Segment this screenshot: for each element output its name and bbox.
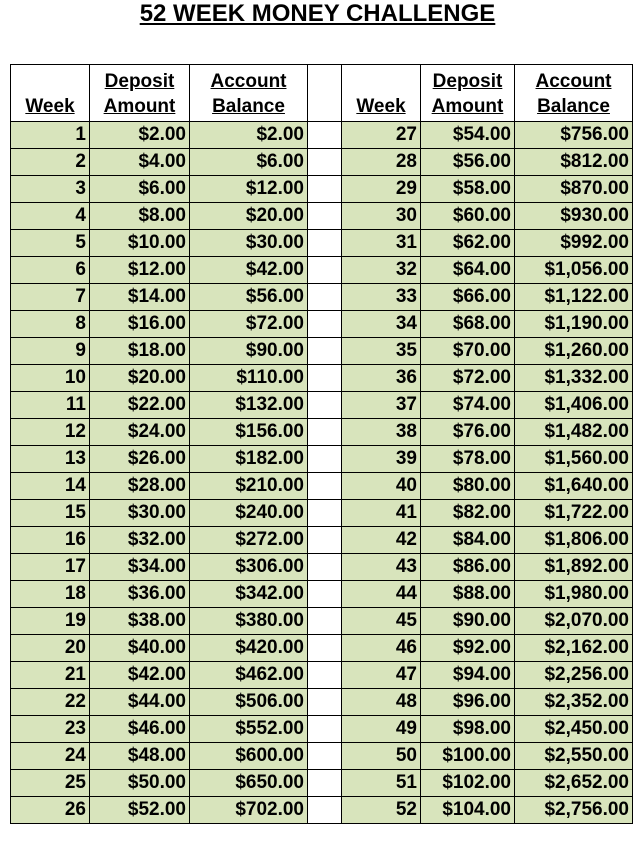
- week-cell: 10: [11, 365, 90, 392]
- deposit-cell: $102.00: [421, 770, 515, 797]
- balance-cell: $2.00: [190, 122, 308, 149]
- deposit-header-line1: Deposit: [104, 71, 175, 92]
- spacer-cell: [308, 662, 342, 689]
- week-cell: 35: [342, 338, 421, 365]
- balance-cell: $420.00: [190, 635, 308, 662]
- week-cell: 47: [342, 662, 421, 689]
- deposit-cell: $12.00: [90, 257, 190, 284]
- balance-cell: $1,722.00: [515, 500, 633, 527]
- balance-cell: $132.00: [190, 392, 308, 419]
- spacer-cell: [308, 797, 342, 824]
- balance-cell: $306.00: [190, 554, 308, 581]
- balance-cell: $56.00: [190, 284, 308, 311]
- deposit-header-line2: Amount: [103, 96, 176, 117]
- week-cell: 52: [342, 797, 421, 824]
- balance-cell: $1,122.00: [515, 284, 633, 311]
- deposit-cell: $2.00: [90, 122, 190, 149]
- balance-cell: $2,550.00: [515, 743, 633, 770]
- week-cell: 27: [342, 122, 421, 149]
- balance-header-left: [190, 65, 308, 122]
- week-cell: 31: [342, 230, 421, 257]
- balance-cell: $42.00: [190, 257, 308, 284]
- balance-cell: $380.00: [190, 608, 308, 635]
- spacer-cell: [308, 284, 342, 311]
- balance-header-line1: Account: [535, 71, 612, 92]
- week-cell: 43: [342, 554, 421, 581]
- table-row: [11, 446, 633, 473]
- spacer-cell: [308, 581, 342, 608]
- deposit-cell: $66.00: [421, 284, 515, 311]
- deposit-header-line1: Deposit: [432, 71, 503, 92]
- week-cell: 25: [11, 770, 90, 797]
- deposit-cell: $90.00: [421, 608, 515, 635]
- spacer-cell: [308, 419, 342, 446]
- table-row: [11, 635, 633, 662]
- balance-cell: $1,640.00: [515, 473, 633, 500]
- balance-cell: $2,352.00: [515, 689, 633, 716]
- balance-header-line2: Balance: [537, 96, 610, 117]
- deposit-cell: $10.00: [90, 230, 190, 257]
- table-row: [11, 527, 633, 554]
- deposit-header-line2: Amount: [431, 96, 504, 117]
- week-cell: 36: [342, 365, 421, 392]
- week-cell: 15: [11, 500, 90, 527]
- table-row: [11, 284, 633, 311]
- deposit-cell: $50.00: [90, 770, 190, 797]
- header-row: [11, 65, 633, 122]
- deposit-cell: $78.00: [421, 446, 515, 473]
- balance-cell: $1,482.00: [515, 419, 633, 446]
- table-row: [11, 689, 633, 716]
- week-cell: 11: [11, 392, 90, 419]
- balance-cell: $1,332.00: [515, 365, 633, 392]
- week-cell: 14: [11, 473, 90, 500]
- deposit-cell: $4.00: [90, 149, 190, 176]
- week-cell: 18: [11, 581, 90, 608]
- deposit-cell: $52.00: [90, 797, 190, 824]
- week-cell: 20: [11, 635, 90, 662]
- week-cell: 48: [342, 689, 421, 716]
- week-cell: 46: [342, 635, 421, 662]
- deposit-cell: $104.00: [421, 797, 515, 824]
- table-row: [11, 419, 633, 446]
- week-cell: 1: [11, 122, 90, 149]
- deposit-cell: $88.00: [421, 581, 515, 608]
- week-cell: 23: [11, 716, 90, 743]
- week-header-label: Week: [356, 96, 406, 117]
- week-cell: 39: [342, 446, 421, 473]
- spacer-cell: [308, 446, 342, 473]
- week-cell: 45: [342, 608, 421, 635]
- deposit-cell: $30.00: [90, 500, 190, 527]
- week-cell: 34: [342, 311, 421, 338]
- spacer-cell: [308, 743, 342, 770]
- balance-cell: $210.00: [190, 473, 308, 500]
- deposit-cell: $68.00: [421, 311, 515, 338]
- table-row: [11, 716, 633, 743]
- deposit-cell: $44.00: [90, 689, 190, 716]
- balance-cell: $2,162.00: [515, 635, 633, 662]
- balance-cell: $552.00: [190, 716, 308, 743]
- deposit-cell: $54.00: [421, 122, 515, 149]
- table-row: [11, 176, 633, 203]
- week-cell: 30: [342, 203, 421, 230]
- table-row: [11, 554, 633, 581]
- balance-cell: $1,980.00: [515, 581, 633, 608]
- challenge-table: [10, 64, 633, 824]
- spacer-cell: [308, 500, 342, 527]
- deposit-cell: $18.00: [90, 338, 190, 365]
- week-cell: 8: [11, 311, 90, 338]
- deposit-cell: $82.00: [421, 500, 515, 527]
- balance-cell: $20.00: [190, 203, 308, 230]
- balance-cell: $2,652.00: [515, 770, 633, 797]
- balance-cell: $1,892.00: [515, 554, 633, 581]
- spacer-cell: [308, 716, 342, 743]
- deposit-cell: $40.00: [90, 635, 190, 662]
- deposit-cell: $86.00: [421, 554, 515, 581]
- balance-cell: $1,406.00: [515, 392, 633, 419]
- spacer-cell: [308, 311, 342, 338]
- table-row: [11, 122, 633, 149]
- table-row: [11, 149, 633, 176]
- balance-cell: $756.00: [515, 122, 633, 149]
- week-cell: 28: [342, 149, 421, 176]
- balance-cell: $156.00: [190, 419, 308, 446]
- balance-cell: $342.00: [190, 581, 308, 608]
- week-cell: 19: [11, 608, 90, 635]
- week-cell: 38: [342, 419, 421, 446]
- balance-cell: $1,056.00: [515, 257, 633, 284]
- balance-cell: $2,070.00: [515, 608, 633, 635]
- deposit-header-right: [421, 65, 515, 122]
- week-cell: 33: [342, 284, 421, 311]
- table-row: [11, 230, 633, 257]
- balance-cell: $72.00: [190, 311, 308, 338]
- balance-cell: $650.00: [190, 770, 308, 797]
- balance-cell: $12.00: [190, 176, 308, 203]
- week-cell: 22: [11, 689, 90, 716]
- balance-header-line1: Account: [210, 71, 287, 92]
- spacer-cell: [308, 392, 342, 419]
- table-row: [11, 797, 633, 824]
- table-row: [11, 743, 633, 770]
- deposit-cell: $48.00: [90, 743, 190, 770]
- deposit-header-left: [90, 65, 190, 122]
- deposit-cell: $34.00: [90, 554, 190, 581]
- spacer-cell: [308, 527, 342, 554]
- balance-cell: $1,260.00: [515, 338, 633, 365]
- deposit-cell: $80.00: [421, 473, 515, 500]
- spacer-cell: [308, 230, 342, 257]
- balance-cell: $30.00: [190, 230, 308, 257]
- deposit-cell: $98.00: [421, 716, 515, 743]
- table-row: [11, 770, 633, 797]
- week-cell: 12: [11, 419, 90, 446]
- balance-cell: $110.00: [190, 365, 308, 392]
- spacer-cell: [308, 689, 342, 716]
- deposit-cell: $46.00: [90, 716, 190, 743]
- table-row: [11, 392, 633, 419]
- table-row: [11, 662, 633, 689]
- balance-cell: $600.00: [190, 743, 308, 770]
- deposit-cell: $32.00: [90, 527, 190, 554]
- deposit-cell: $60.00: [421, 203, 515, 230]
- page-title: 52 WEEK MONEY CHALLENGE: [139, 0, 496, 27]
- deposit-cell: $96.00: [421, 689, 515, 716]
- week-cell: 21: [11, 662, 90, 689]
- week-cell: 4: [11, 203, 90, 230]
- balance-cell: $2,756.00: [515, 797, 633, 824]
- spacer-column: [308, 65, 342, 122]
- balance-cell: $272.00: [190, 527, 308, 554]
- balance-cell: $506.00: [190, 689, 308, 716]
- balance-cell: $2,256.00: [515, 662, 633, 689]
- deposit-cell: $42.00: [90, 662, 190, 689]
- week-cell: 51: [342, 770, 421, 797]
- table-row: [11, 473, 633, 500]
- deposit-cell: $72.00: [421, 365, 515, 392]
- deposit-cell: $38.00: [90, 608, 190, 635]
- table-row: [11, 581, 633, 608]
- balance-cell: $90.00: [190, 338, 308, 365]
- deposit-cell: $28.00: [90, 473, 190, 500]
- balance-cell: $1,190.00: [515, 311, 633, 338]
- week-cell: 7: [11, 284, 90, 311]
- week-cell: 17: [11, 554, 90, 581]
- spacer-cell: [308, 365, 342, 392]
- table-row: [11, 500, 633, 527]
- spacer-cell: [308, 473, 342, 500]
- week-cell: 49: [342, 716, 421, 743]
- balance-cell: $6.00: [190, 149, 308, 176]
- balance-cell: $1,806.00: [515, 527, 633, 554]
- deposit-cell: $26.00: [90, 446, 190, 473]
- week-cell: 6: [11, 257, 90, 284]
- table-row: [11, 311, 633, 338]
- balance-cell: $462.00: [190, 662, 308, 689]
- deposit-cell: $94.00: [421, 662, 515, 689]
- balance-cell: $240.00: [190, 500, 308, 527]
- table-row: [11, 203, 633, 230]
- deposit-cell: $58.00: [421, 176, 515, 203]
- week-cell: 50: [342, 743, 421, 770]
- spacer-cell: [308, 554, 342, 581]
- balance-header-line2: Balance: [212, 96, 285, 117]
- week-cell: 40: [342, 473, 421, 500]
- spacer-cell: [308, 203, 342, 230]
- deposit-cell: $20.00: [90, 365, 190, 392]
- deposit-cell: $70.00: [421, 338, 515, 365]
- week-cell: 26: [11, 797, 90, 824]
- spacer-cell: [308, 149, 342, 176]
- week-cell: 42: [342, 527, 421, 554]
- spacer-cell: [308, 770, 342, 797]
- balance-cell: $702.00: [190, 797, 308, 824]
- week-cell: 3: [11, 176, 90, 203]
- week-cell: 32: [342, 257, 421, 284]
- spacer-cell: [308, 176, 342, 203]
- balance-cell: $182.00: [190, 446, 308, 473]
- week-cell: 29: [342, 176, 421, 203]
- week-cell: 41: [342, 500, 421, 527]
- week-cell: 16: [11, 527, 90, 554]
- deposit-cell: $76.00: [421, 419, 515, 446]
- spacer-cell: [308, 122, 342, 149]
- deposit-cell: $8.00: [90, 203, 190, 230]
- deposit-cell: $84.00: [421, 527, 515, 554]
- deposit-cell: $6.00: [90, 176, 190, 203]
- balance-cell: $1,560.00: [515, 446, 633, 473]
- deposit-cell: $62.00: [421, 230, 515, 257]
- table-row: [11, 257, 633, 284]
- spacer-cell: [308, 257, 342, 284]
- week-cell: 24: [11, 743, 90, 770]
- deposit-cell: $14.00: [90, 284, 190, 311]
- balance-cell: $870.00: [515, 176, 633, 203]
- spacer-cell: [308, 338, 342, 365]
- week-cell: 44: [342, 581, 421, 608]
- week-header-label: Week: [25, 96, 75, 117]
- week-cell: 5: [11, 230, 90, 257]
- spacer-cell: [308, 635, 342, 662]
- deposit-cell: $16.00: [90, 311, 190, 338]
- deposit-cell: $100.00: [421, 743, 515, 770]
- deposit-cell: $74.00: [421, 392, 515, 419]
- balance-cell: $812.00: [515, 149, 633, 176]
- deposit-cell: $22.00: [90, 392, 190, 419]
- table-row: [11, 365, 633, 392]
- balance-header-right: [515, 65, 633, 122]
- balance-cell: $930.00: [515, 203, 633, 230]
- deposit-cell: $92.00: [421, 635, 515, 662]
- deposit-cell: $24.00: [90, 419, 190, 446]
- week-header-right: [342, 65, 421, 122]
- week-cell: 2: [11, 149, 90, 176]
- deposit-cell: $36.00: [90, 581, 190, 608]
- week-header-left: [11, 65, 90, 122]
- table-row: [11, 338, 633, 365]
- deposit-cell: $64.00: [421, 257, 515, 284]
- balance-cell: $2,450.00: [515, 716, 633, 743]
- spacer-cell: [308, 608, 342, 635]
- week-cell: 13: [11, 446, 90, 473]
- week-cell: 9: [11, 338, 90, 365]
- deposit-cell: $56.00: [421, 149, 515, 176]
- week-cell: 37: [342, 392, 421, 419]
- table-row: [11, 608, 633, 635]
- balance-cell: $992.00: [515, 230, 633, 257]
